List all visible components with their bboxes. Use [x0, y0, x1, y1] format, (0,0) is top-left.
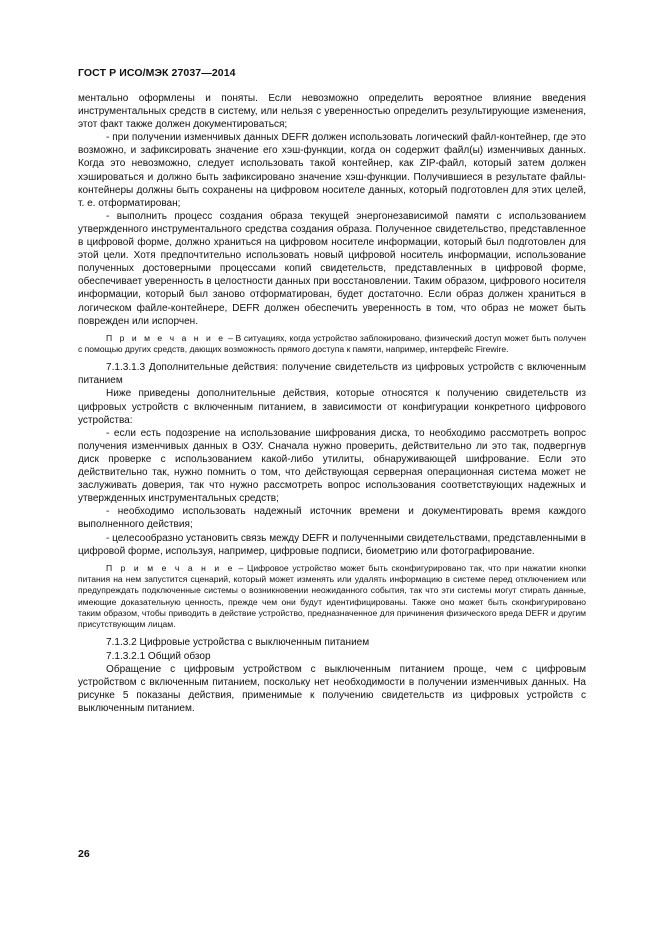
- list-item: - при получении изменчивых данных DEFR должен использовать логический файл-контейнер, где это возможно, и зафиксировать значение его хэш-функции, когда он содержит файл(ы) изменчивых данных. Когда это невозможно, следует использовать такой контейнер, как ZIP-файл, который затем должен хэшироваться и должно быть зафиксировано значение хэш-функции. Получившиеся в результате файлы-контейнеры должны быть сохранены на цифровом носителе данных, который подготовлен для этих целей, т. е. отформатирован;: [78, 132, 586, 209]
- note-text: – Цифровое устройство может быть сконфигурировано так, что при нажатии кнопки питания на нем запустится сценарий, который может изменять или удалять информацию в системе перед отключением или предупреждать подключенные системы о возникновении неожиданного события, так что эти системы могут стирать данные, имеющие доказательную ценность, прежде чем они будут идентифицированы. Также оно может быть сконфигурировано таким образом, чтобы приводить в действие устройство, предназначенное для причинения физического вреда DEFR и другим присутствующим лицам.: [78, 562, 586, 630]
- list-item: - целесообразно установить связь между DEFR и полученными свидетельствами, представленными в цифровой форме, используя, например, цифровые подписи, биометрию или фотографирование.: [78, 532, 587, 557]
- section-heading: 7.1.3.1.3 Дополнительные действия: получение свидетельств из цифровых устройств с включенным питанием: [78, 362, 586, 387]
- document-header: ГОСТ Р ИСО/МЭК 27037—2014: [78, 67, 236, 79]
- note-label: П р и м е ч а н и е: [106, 332, 226, 343]
- list-item: - необходимо использовать надежный источник времени и документировать время каждого выполненного действия;: [78, 506, 586, 531]
- list-item: - выполнить процесс создания образа текущей энергонезависимой памяти с использованием утвержденного инструментального средства создания образа. Полученное свидетельство, представленное в цифровой форме, должно храниться на цифровом носителе информации, который был подготовлен для этой цели. Хотя предпочтительно использовать новый цифровой носитель информации, использование полученных достоверными процессами копий свидетельств, представленных в цифровой форме, обеспечивает уверенность в целостности данных при восстановлении. Таким образом, цифрового носителя информации, который был заново отформатирован, будет достаточно. Если образ должен храниться в логическом файле-контейнере, DEFR должен обеспечить уверенность в том, что образ не может быть поврежден или испорчен.: [78, 210, 586, 327]
- paragraph: Ниже приведены дополнительные действия, которые относятся к получению свидетельств из цифровых устройств с включенным питанием, в зависимости от конфигурации конкретного цифрового устройства:: [78, 388, 586, 426]
- note-label: П р и м е ч а н и е: [106, 562, 235, 573]
- subsection-heading: 7.1.3.2.1 Общий обзор: [106, 650, 211, 662]
- note: [78, 563, 586, 631]
- section-heading: 7.1.3.2 Цифровые устройства с выключенным питанием: [106, 637, 370, 649]
- list-item: - если есть подозрение на использование шифрования диска, то необходимо рассмотреть вопрос получения изменчивых данных в ОЗУ. Сначала нужно проверить, действительно ли это так, подвергнув диск проверке с использованием какой-либо утилиты, обнаруживающей шифрование. Если это действительно так, нужно помнить о том, что действующая серверная операционная система может не заслуживать доверия, так что нужно рассмотреть вопрос использования соответствующих надежных и утвержденных инструментальных средств;: [78, 427, 586, 505]
- page-body: [78, 92, 586, 715]
- note: [78, 333, 586, 356]
- paragraph: ментально оформлены и поняты. Если невозможно определить вероятное влияние введения инструментальных средств в систему, или нельзя с уверенностью определить результирующие изменения, этот факт также должен документироваться;: [78, 93, 586, 131]
- note-text: – В ситуациях, когда устройство заблокировано, физический доступ может быть получен с помощью других средств, дающих возможность прямого доступа к памяти, например, интерфейс Firewire.: [78, 332, 586, 354]
- page-number: 26: [78, 848, 90, 860]
- paragraph: Обращение с цифровым устройством с выключенным питанием проще, чем с цифровым устройством с включенным питанием, поскольку нет необходимости в получении изменчивых данных. На рисунке 5 показаны действия, применимые к получению свидетельств из цифровых устройств с выключенным питанием.: [78, 663, 586, 714]
